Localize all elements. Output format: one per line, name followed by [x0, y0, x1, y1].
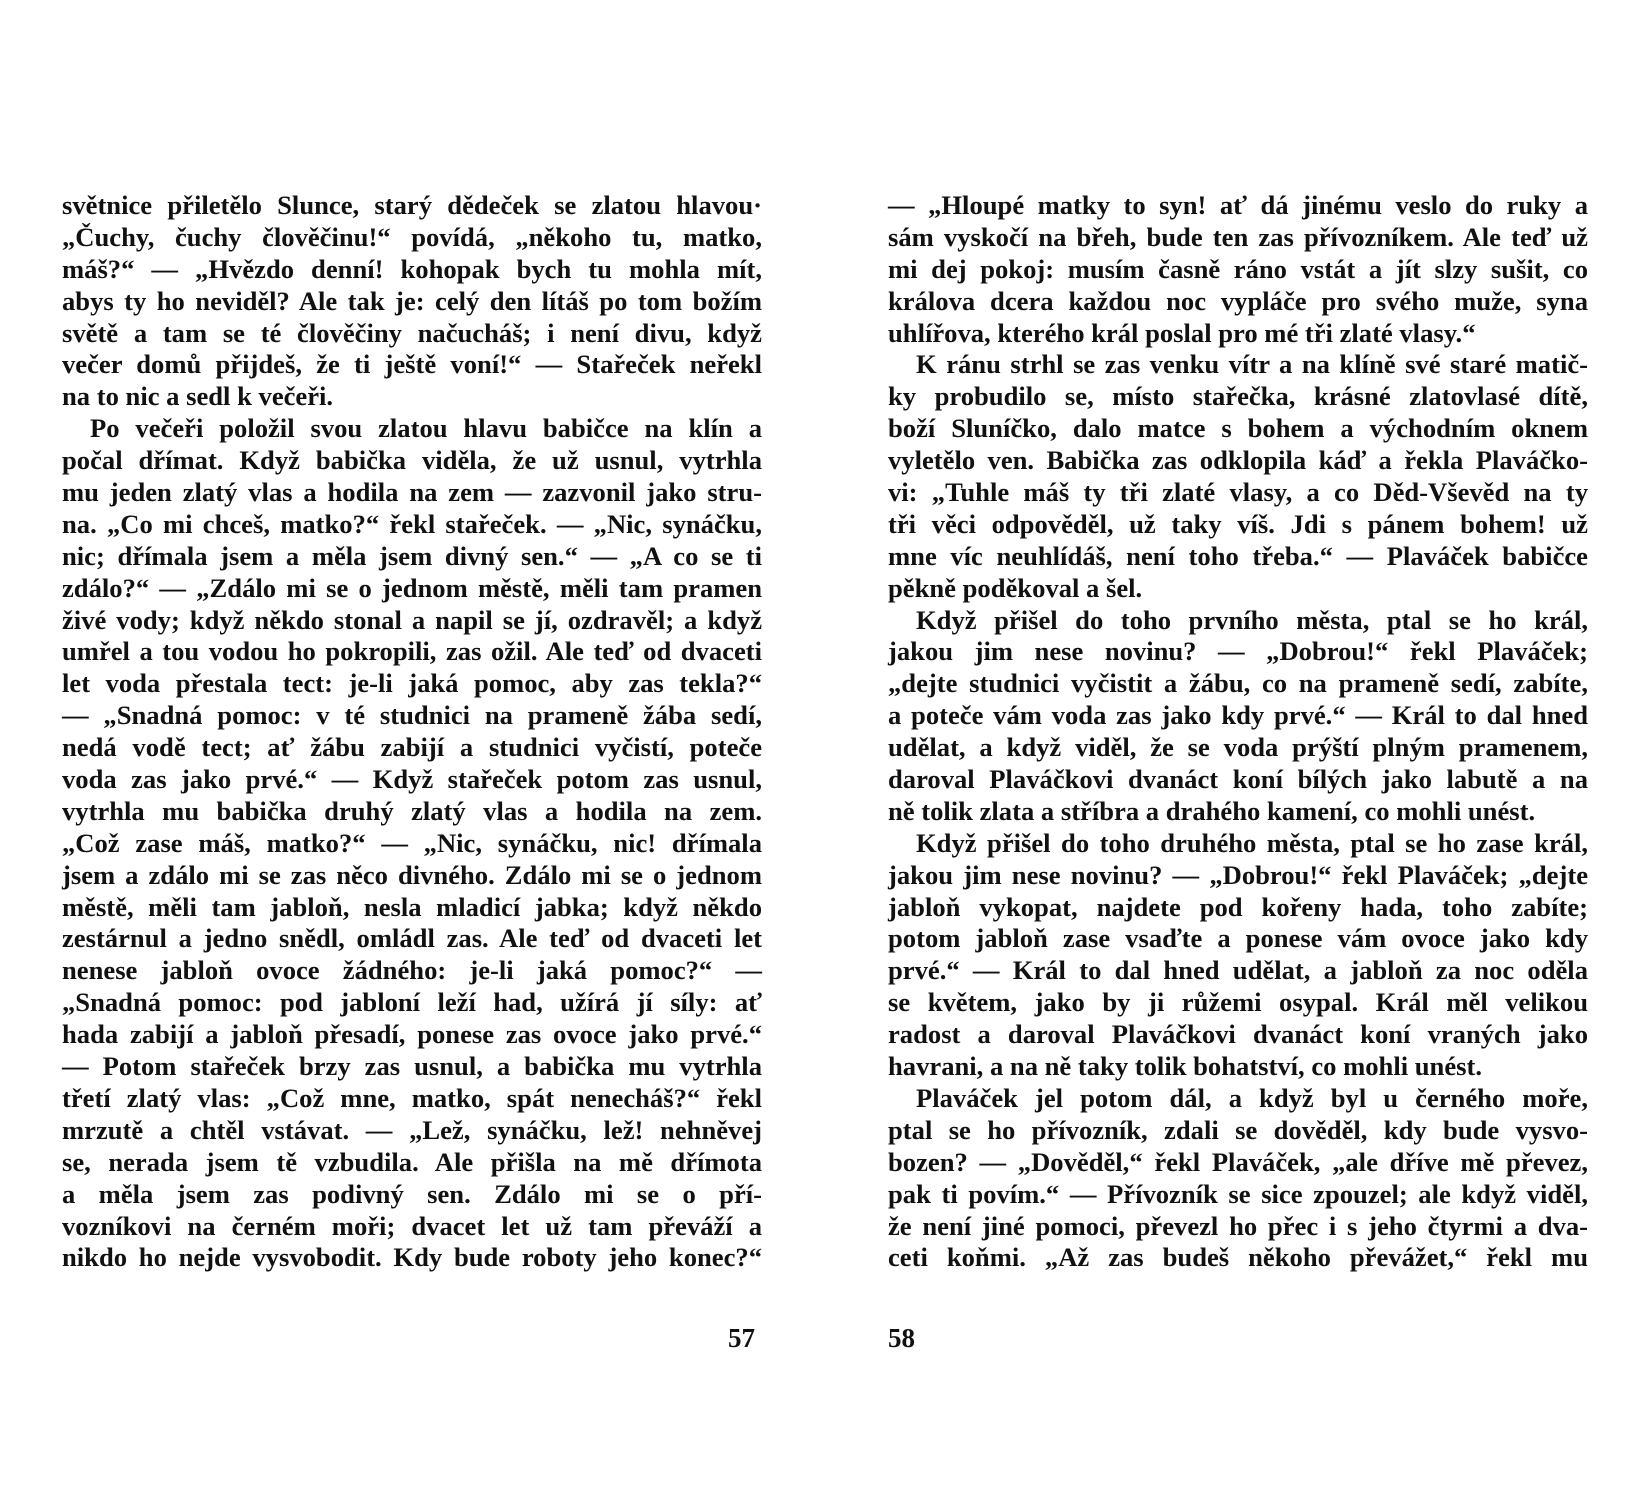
text-line: „Snadná pomoc: pod jabloní leží had, užírá jí síly: ať — [62, 987, 762, 1018]
text-line: mi dej pokoj: musím časně ráno vstát a jít slzy sušit, co — [888, 253, 1588, 284]
text-line: jakou jim nese novinu? — „Dobrou!“ řekl Plaváček; „dejte — [888, 859, 1588, 890]
right-page — [888, 190, 1588, 1274]
text-line: Když přišel do toho druhého města, ptal se ho zase král, — [916, 827, 1588, 858]
text-line: Po večeři položil svou zlatou hlavu babičce na klín a — [90, 413, 762, 444]
text-line: králova dcera každou noc vypláče pro svého muže, syna — [888, 285, 1588, 316]
text-line: vyletělo ven. Babička zas odklopila káď a řekla Plaváčko- — [888, 445, 1588, 476]
text-line: „dejte studnici vyčistit a žábu, co na prameně sedí, zabíte, — [888, 668, 1588, 699]
text-line: mrzutě a chtěl vstávat. — „Lež, synáčku, lež! nehněvej — [62, 1114, 762, 1145]
text-line: a měla jsem zas podivný sen. Zdálo mi se o pří- — [62, 1178, 762, 1209]
text-line: radost a daroval Plaváčkovi dvanáct koní vraných jako — [888, 1019, 1588, 1050]
text-line: udělat, a když viděl, že se voda prýští plným pramenem, — [888, 732, 1588, 763]
text-line: — „Hloupé matky to syn! ať dá jinému veslo do ruky a — [888, 190, 1588, 220]
text-line: daroval Plaváčkovi dvanáct koní bílých jako labutě a na — [888, 764, 1588, 795]
text-line: zdálo?“ — „Zdálo mi se o jednom městě, měli tam pramen — [62, 572, 762, 603]
text-line: světě a tam se té člověčiny načucháš; i není divu, když — [62, 317, 762, 348]
text-line: živé vody; když někdo stonal a napil se jí, ozdravěl; a když — [62, 604, 762, 635]
text-line: abys ty ho neviděl? Ale tak je: celý den lítáš po tom božím — [62, 285, 762, 316]
text-line: boží Sluníčko, dalo matce s bohem a východním oknem — [888, 413, 1588, 444]
text-line: zestárnul a jedno snědl, omládl zas. Ale teď od dvaceti let — [62, 923, 762, 954]
text-line: uhlířova, kterého král poslal pro mé tři zlaté vlasy.“ — [888, 317, 1476, 348]
text-line: vytrhla mu babička druhý zlatý vlas a hodila na zem. — [62, 795, 762, 826]
text-line: „Čuchy, čuchy člověčinu!“ povídá, „někoho tu, matko, — [62, 221, 762, 252]
text-line: večer domů přijdeš, že ti ještě voní!“ — Stařeček neřekl — [62, 349, 762, 380]
text-line: let voda přestala tect: je-li jaká pomoc, aby zas tekla?“ — [62, 668, 762, 699]
left-page-number: 57 — [728, 1323, 755, 1353]
text-line: pak ti povím.“ — Přívozník se sice zpouzel; ale když viděl, — [888, 1178, 1588, 1209]
text-line: prvé.“ — Král to dal hned udělat, a jabloň za noc oděla — [888, 955, 1588, 986]
text-line: počal dřímat. Když babička viděla, že už usnul, vytrhla — [62, 445, 762, 476]
text-line: se, nerada jsem tě vzbudila. Ale přišla na mě dřímota — [62, 1146, 762, 1177]
text-line: — Potom stařeček brzy zas usnul, a babička mu vytrhla — [62, 1051, 762, 1082]
text-line: vozníkovi na černém moři; dvacet let už tam převáží a — [62, 1210, 762, 1241]
text-line: voda zas jako prvé.“ — Když stařeček potom zas usnul, — [62, 764, 762, 795]
text-line: a poteče vám voda zas jako kdy prvé.“ — Král to dal hned — [888, 700, 1588, 731]
right-page-number: 58 — [888, 1323, 915, 1353]
left-page — [62, 190, 762, 1274]
text-line: nedá vodě tect; ať žábu zabijí a studnici vyčistí, poteče — [62, 732, 762, 763]
text-line: hada zabijí a jabloň přesadí, ponese zas ovoce jako prvé.“ — [62, 1019, 762, 1050]
text-line: sám vyskočí na břeh, bude ten zas přívozníkem. Ale teď už — [888, 221, 1588, 252]
text-line: pěkně poděkoval a šel. — [888, 572, 1143, 603]
text-line: městě, měli tam jabloň, nesla mladicí jabka; když někdo — [62, 891, 762, 922]
text-line: nic; dřímala jsem a měla jsem divný sen.“ — „A co se ti — [62, 540, 762, 571]
text-line: Když přišel do toho prvního města, ptal se ho král, — [916, 604, 1588, 635]
text-line: že není jiné pomoci, převezl ho přec i s jeho čtyrmi a dva- — [888, 1210, 1588, 1241]
text-line: ky probudilo se, místo stařečka, krásné zlatovlasé dítě, — [888, 381, 1588, 412]
text-line: vi: „Tuhle máš ty tři zlaté vlasy, a co Děd-Vševěd na ty — [888, 477, 1588, 508]
text-line: na. „Co mi chceš, matko?“ řekl stařeček. — „Nic, synáčku, — [62, 508, 762, 539]
text-line: jsem a zdálo mi se zas něco divného. Zdálo mi se o jednom — [62, 859, 762, 890]
text-line: světnice přiletělo Slunce, starý dědeček se zlatou hlavou· — [62, 190, 762, 220]
text-line: havrani, a na ně taky tolik bohatství, co mohli unést. — [888, 1051, 1483, 1082]
text-line: Plaváček jel potom dál, a když byl u černého moře, — [916, 1082, 1588, 1113]
text-line: bozen? — „Dověděl,“ řekl Plaváček, „ale dříve mě převez, — [888, 1146, 1588, 1177]
text-line: „Což zase máš, matko?“ — „Nic, synáčku, nic! dřímala — [62, 827, 762, 858]
text-line: tři věci odpověděl, už taky víš. Jdi s pánem bohem! už — [888, 508, 1588, 539]
text-line: mu jeden zlatý vlas a hodila na zem — zazvonil jako stru- — [62, 477, 762, 508]
text-line: mne víc neuhlídáš, není toho třeba.“ — Plaváček babičce — [888, 540, 1588, 571]
text-line: jakou jim nese novinu? — „Dobrou!“ řekl Plaváček; — [888, 636, 1588, 667]
text-line: se květem, jako by ji růžemi osypal. Král měl velikou — [888, 987, 1588, 1018]
text-line: umřel a tou vodou ho pokropili, zas ožil. Ale teď od dvaceti — [62, 636, 762, 667]
text-line: máš?“ — „Hvězdo denní! kohopak bych tu mohla mít, — [62, 253, 762, 284]
text-line: — „Snadná pomoc: v té studnici na prameně žába sedí, — [62, 700, 762, 731]
text-line: potom jabloň zase vsaďte a ponese vám ovoce jako kdy — [888, 923, 1588, 954]
text-line: jabloň vykopat, najdete pod kořeny hada, toho zabíte; — [888, 891, 1588, 922]
text-line: třetí zlatý vlas: „Což mne, matko, spát nenecháš?“ řekl — [62, 1082, 762, 1113]
text-line: nikdo ho nejde vysvobodit. Kdy bude roboty jeho konec?“ — [62, 1242, 762, 1273]
text-line: nenese jabloň ovoce žádného: je-li jaká pomoc?“ — — [62, 955, 762, 986]
text-line: ceti koňmi. „Až zas budeš někoho převážet,“ řekl mu — [888, 1242, 1588, 1273]
text-line: ptal se ho přívozník, zdali se dověděl, kdy bude vysvo- — [888, 1114, 1588, 1145]
text-line: ně tolik zlata a stříbra a drahého kamení, co mohli unést. — [888, 795, 1536, 826]
text-line: K ránu strhl se zas venku vítr a na klíně své staré matič- — [916, 349, 1588, 380]
text-line: na to nic a sedl k večeři. — [62, 381, 334, 412]
